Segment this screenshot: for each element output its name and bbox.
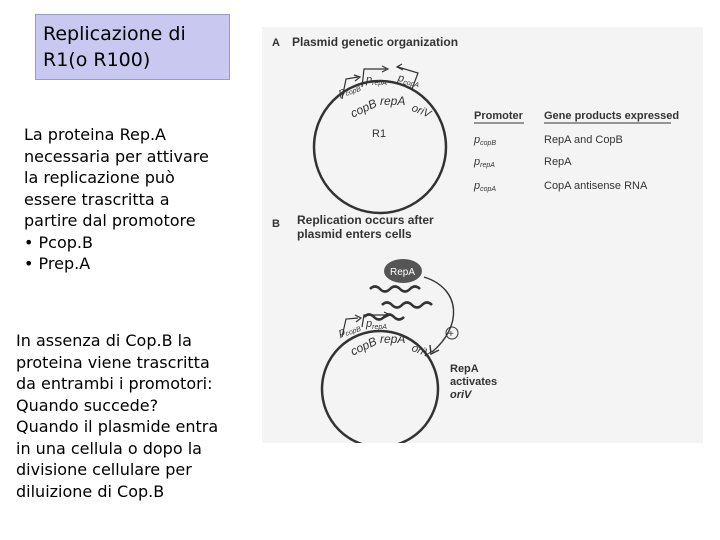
pcopb-label-b: pcopB bbox=[336, 325, 363, 339]
plasmid-r1-label: R1 bbox=[372, 128, 387, 140]
note-line-1: RepA bbox=[450, 363, 479, 375]
panel-a-title: Plasmid genetic organization bbox=[292, 35, 459, 49]
panel-b-title-line2: plasmid enters cells bbox=[297, 227, 412, 241]
copb-gene-label: copB bbox=[348, 96, 379, 121]
prepa-label: prepA bbox=[366, 74, 387, 87]
oriv-label: oriV bbox=[409, 102, 433, 121]
panel-b-title-line1: Replication occurs after bbox=[297, 213, 434, 227]
activation-arrow bbox=[424, 277, 454, 352]
note-line-2: activates bbox=[450, 376, 498, 388]
slide-title bbox=[35, 14, 230, 80]
panel-a-letter: A bbox=[272, 37, 280, 49]
mrna-strand-2 bbox=[382, 303, 432, 308]
note-line-3: oriV bbox=[450, 389, 472, 401]
pcopa-label: pcopA bbox=[396, 72, 420, 90]
slide-title-text: Replicazione di R1(o R100) bbox=[43, 23, 186, 71]
pcopb-label: pcopB bbox=[336, 85, 363, 99]
table-row-3-products: CopA antisense RNA bbox=[544, 180, 648, 192]
plasmid-figure bbox=[262, 27, 703, 443]
repa-protein-label: RepA bbox=[390, 267, 416, 278]
copb-gene-label-b: copB bbox=[348, 334, 379, 359]
table-header-products: Gene products expressed bbox=[544, 110, 680, 122]
plasmid-figure-svg bbox=[262, 27, 703, 443]
plus-sign: + bbox=[448, 329, 454, 340]
table-row-1-products: RepA and CopB bbox=[544, 134, 623, 146]
repa-gene-label-b: repA bbox=[380, 332, 406, 346]
table-header-promoter: Promoter bbox=[474, 110, 523, 122]
description-block-2: In assenza di Cop.B la proteina viene trascritta da entrambi i promotori: Quando succede? Quando il plasmide entra in una cellula o dopo la divisione cellulare per diluizione di Cop.B bbox=[16, 331, 219, 501]
table-row-1-promoter: pcopB bbox=[474, 134, 497, 147]
panel-b-letter: B bbox=[272, 218, 280, 230]
table-row-2-promoter: prepA bbox=[474, 156, 495, 169]
table-row-3-promoter: pcopA bbox=[474, 180, 497, 193]
oriv-label-b: oriV bbox=[409, 342, 433, 361]
table-row-2-products: RepA bbox=[544, 156, 572, 168]
mrna-strand-1 bbox=[370, 287, 420, 292]
prepa-label-b: prepA bbox=[366, 318, 387, 331]
description-block-1: La proteina Rep.A necessaria per attivare la replicazione può essere trascritta a partire dal promotore • Pcop.B • Prep.A bbox=[24, 125, 209, 273]
repa-gene-label: repA bbox=[380, 94, 406, 108]
